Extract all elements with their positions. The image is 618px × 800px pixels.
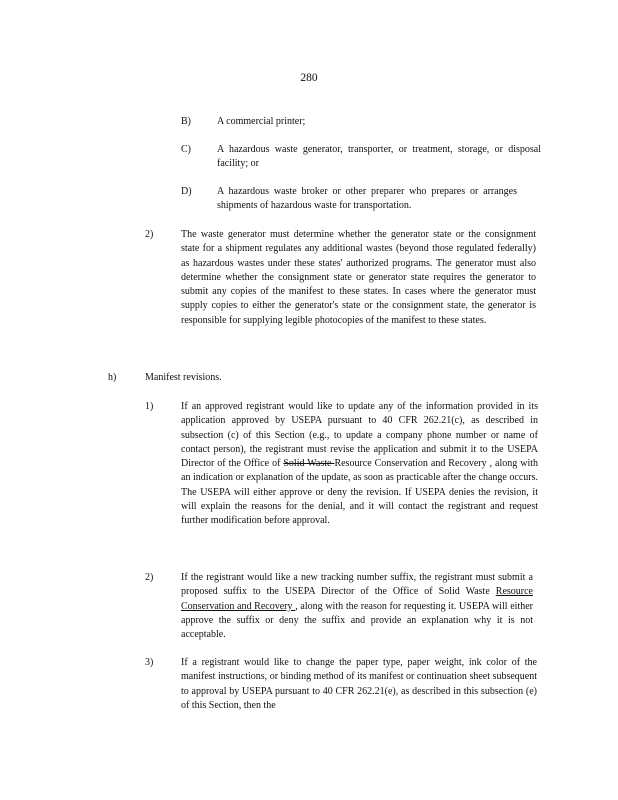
- text-segment: Resource Conservation and Recovery , along with an indication or explanation of the update, as soon as practicable after the change occurs. The USEPA will either approve or deny the revision. If USEPA denies the revision, it will explain the reasons for the denial, and it will contact the registrant and request further modification before approval.: [181, 458, 539, 527]
- item-text: A hazardous waste broker or other preparer who prepares or arranges shipments of hazardous waste for transportation.: [217, 186, 517, 212]
- item-label: C): [181, 144, 191, 155]
- section-heading: Manifest revisions.: [145, 372, 222, 383]
- text-segment: If an approved registrant would like to update any of the information provided in its application approved by USEPA pursuant to 40 CFR 262.21(c), as described in subsection (c) of this Section (e.g., to update a company phone number or name of contact person), the registrant must revise the application and submit it to the USEPA Director of the Office of: [181, 401, 538, 470]
- item-text: If a registrant would like to change the paper type, paper weight, ink color of the manifest instructions, or binding method of its manifest or continuation sheet subsequent to approval by USEPA pursuant to 40 CFR 262.21(e), as described in this subsection (e) of this Section, then the: [181, 657, 537, 711]
- item-text: [181, 400, 538, 529]
- item-label: D): [181, 186, 192, 197]
- item-text: [181, 571, 533, 642]
- item-label: 2): [145, 572, 154, 583]
- section-label: h): [108, 372, 117, 383]
- item-label: 1): [145, 401, 154, 412]
- item-label: 3): [145, 657, 154, 668]
- item-text: The waste generator must determine whether the generator state or the consignment state for a shipment regulates any additional wastes (beyond those regulated federally) as hazardous wastes under these states' authorized programs. The generator must also determine whether the consignment state or generator state requires the generator to submit any copies of the manifest to these states. In cases where the generator must supply copies to either the generator's state or the consignment state, the generator is responsible for supplying legible photocopies of the manifest to these states.: [181, 229, 536, 326]
- deleted-text: Solid Waste: [283, 458, 335, 470]
- item-text: A commercial printer;: [217, 116, 306, 127]
- text-segment: , along with the reason for requesting it. USEPA will either approve the suffix or deny the suffix and provide an explanation why it is not acceptable.: [181, 600, 533, 641]
- item-label: B): [181, 116, 191, 127]
- text-segment: If the registrant would like a new tracking number suffix, the registrant must submit a proposed suffix to the USEPA Director of the Office of Solid Waste: [181, 572, 533, 598]
- page-number: 280: [300, 72, 318, 84]
- inserted-text: Resource Conservation and Recovery: [181, 586, 533, 612]
- item-label: 2): [145, 229, 154, 240]
- item-text: A hazardous waste generator, transporter, or treatment, storage, or disposal facility; or: [217, 144, 541, 170]
